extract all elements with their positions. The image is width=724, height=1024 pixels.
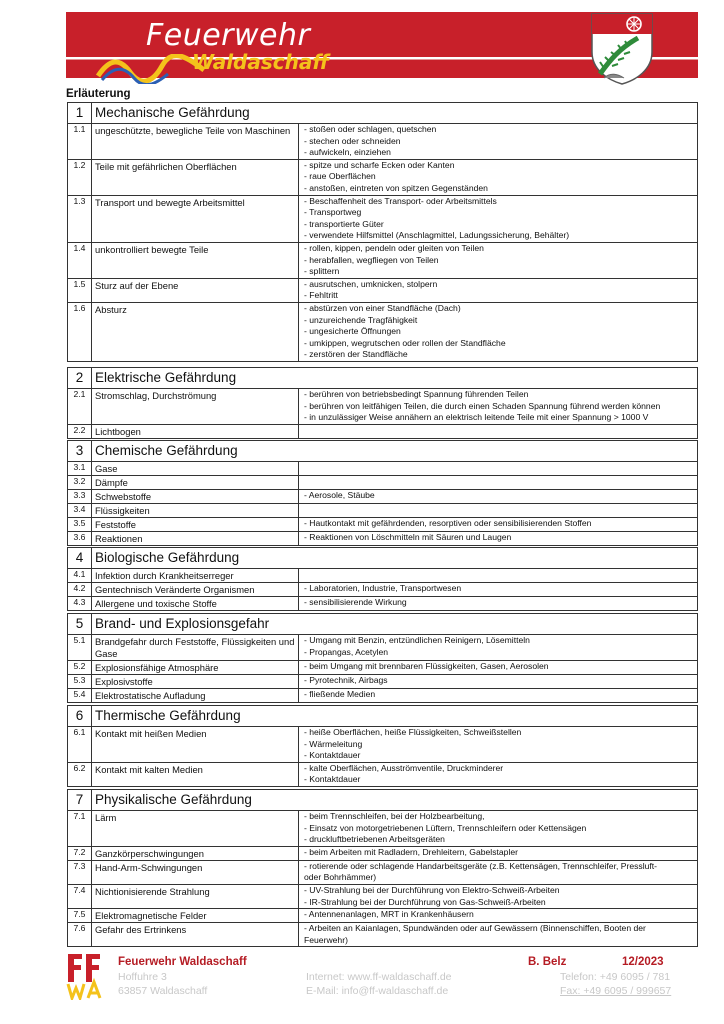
section-number: 4 xyxy=(68,548,92,569)
hazard-table-section xyxy=(67,705,698,787)
detail-line: - Hautkontakt mit gefährdenden, resorptiven oder sensibilisierenden Stoffen xyxy=(304,518,592,528)
table-row xyxy=(68,689,698,703)
row-number: 7.6 xyxy=(68,923,92,947)
hazard-details xyxy=(299,424,698,438)
hazard-label: Teile mit gefährlichen Oberflächen xyxy=(92,159,299,195)
hazard-table-section xyxy=(67,102,698,362)
section-header-row xyxy=(68,548,698,569)
detail-line: - herabfallen, wegfliegen von Teilen xyxy=(304,254,439,265)
detail-line: - IR-Strahlung bei der Durchführung von Gas-Schweiß-Arbeiten xyxy=(304,896,546,907)
hazard-details xyxy=(299,762,698,786)
detail-line: - spitze und scharfe Ecken oder Kanten xyxy=(304,159,455,170)
detail-line: - unzureichende Tragfähigkeit xyxy=(304,314,418,325)
detail-line: - zerstören der Standfläche xyxy=(304,349,408,360)
row-number: 4.3 xyxy=(68,597,92,611)
hazard-details xyxy=(299,124,698,160)
hazard-details xyxy=(299,675,698,689)
table-row xyxy=(68,597,698,611)
row-number: 5.2 xyxy=(68,661,92,675)
hazard-details xyxy=(299,389,698,425)
hazard-details xyxy=(299,923,698,947)
hazard-details xyxy=(299,689,698,703)
hazard-details xyxy=(299,490,698,504)
section-title: Biologische Gefährdung xyxy=(92,548,698,569)
footer-fax: Fax: +49 6095 / 999657 xyxy=(560,985,672,997)
hazard-details xyxy=(299,242,698,278)
row-number: 3.1 xyxy=(68,462,92,476)
hazard-details xyxy=(299,860,698,884)
row-number: 5.1 xyxy=(68,635,92,661)
detail-line: - berühren von leitfähigen Teilen, die durch einen Schaden Spannung führend werden können xyxy=(304,400,661,411)
hazard-label: Allergene und toxische Stoffe xyxy=(92,597,299,611)
hazard-details xyxy=(299,532,698,546)
hazard-details xyxy=(299,518,698,532)
hazard-details xyxy=(299,884,698,908)
detail-line: - Antennenanlagen, MRT in Krankenhäusern xyxy=(304,909,474,920)
hazard-details xyxy=(299,661,698,675)
footer xyxy=(66,952,698,1004)
table-row xyxy=(68,242,698,278)
ffw-logo-icon xyxy=(66,952,106,1000)
hazard-details xyxy=(299,635,698,661)
detail-line: - Wärmeleitung xyxy=(304,738,363,749)
section-header-row xyxy=(68,706,698,727)
section-number: 3 xyxy=(68,441,92,462)
wave-logo-icon xyxy=(96,54,206,84)
hazard-details xyxy=(299,476,698,490)
footer-email: E-Mail: info@ff-waldaschaff.de xyxy=(306,985,449,997)
row-number: 1.6 xyxy=(68,302,92,361)
detail-line: - ausrutschen, umknicken, stolpern xyxy=(304,278,438,289)
table-row xyxy=(68,490,698,504)
detail-line: - Beschaffenheit des Transport- oder Arbeitsmittels xyxy=(304,195,497,206)
hazard-label: Explosivstoffe xyxy=(92,675,299,689)
row-number: 1.5 xyxy=(68,278,92,302)
hazard-label: Flüssigkeiten xyxy=(92,504,299,518)
coat-of-arms-wheel-icon xyxy=(590,12,654,86)
table-row xyxy=(68,762,698,786)
section-header-row xyxy=(68,441,698,462)
detail-line: - rollen, kippen, pendeln oder gleiten von Teilen xyxy=(304,242,484,253)
section-number: 7 xyxy=(68,790,92,811)
section-number: 2 xyxy=(68,368,92,389)
row-number: 2.2 xyxy=(68,424,92,438)
table-row xyxy=(68,675,698,689)
footer-internet: Internet: www.ff-waldaschaff.de xyxy=(306,971,452,983)
hazard-details xyxy=(299,597,698,611)
detail-line: - Transportweg xyxy=(304,207,362,218)
footer-phone: Telefon: +49 6095 / 781 xyxy=(560,971,671,983)
table-row xyxy=(68,424,698,438)
detail-line: - aufwickeln, einziehen xyxy=(304,147,391,158)
detail-line: - berühren von betriebsbedingt Spannung führenden Teilen xyxy=(304,389,529,399)
detail-line: Feuerwehr) xyxy=(304,934,348,945)
section-number: 5 xyxy=(68,614,92,635)
row-number: 5.3 xyxy=(68,675,92,689)
hazard-label: Lärm xyxy=(92,811,299,847)
section-title: Elektrische Gefährdung xyxy=(92,368,698,389)
detail-line: - in unzulässiger Weise annähern an elektrisch leitende Teile mit einer Spannung > 1000 V xyxy=(304,412,649,423)
section-title: Brand- und Explosionsgefahr xyxy=(92,614,698,635)
detail-line: - Reaktionen von Löschmitteln mit Säuren und Laugen xyxy=(304,532,512,542)
detail-line: - kalte Oberflächen, Ausströmventile, Druckminderer xyxy=(304,762,504,773)
footer-org-name: Feuerwehr Waldaschaff xyxy=(118,956,247,968)
table-row xyxy=(68,860,698,884)
detail-line: - anstoßen, eintreten von spitzen Gegenständen xyxy=(304,182,488,193)
hazard-label: Hand-Arm-Schwingungen xyxy=(92,860,299,884)
row-number: 3.5 xyxy=(68,518,92,532)
row-number: 1.1 xyxy=(68,124,92,160)
table-row xyxy=(68,389,698,425)
detail-line: - Kontaktdauer xyxy=(304,774,361,785)
detail-line: - ungesicherte Öffnungen xyxy=(304,326,401,337)
hazard-label: Elektrostatische Aufladung xyxy=(92,689,299,703)
detail-line: - beim Umgang mit brennbaren Flüssigkeiten, Gasen, Aerosolen xyxy=(304,661,549,671)
section-number: 1 xyxy=(68,103,92,124)
section-title: Chemische Gefährdung xyxy=(92,441,698,462)
detail-line: - stoßen oder schlagen, quetschen xyxy=(304,124,437,134)
header-subtitle: Waldaschaff xyxy=(192,50,330,74)
table-row xyxy=(68,727,698,763)
hazard-label: Infektion durch Krankheitserreger xyxy=(92,569,299,583)
table-row xyxy=(68,278,698,302)
header-title: Feuerwehr xyxy=(146,18,311,53)
hazard-label: Brandgefahr durch Feststoffe, Flüssigkeiten und Gase xyxy=(92,635,299,661)
table-row xyxy=(68,635,698,661)
hazard-details xyxy=(299,727,698,763)
hazard-label: ungeschützte, bewegliche Teile von Maschinen xyxy=(92,124,299,160)
detail-line: - rotierende oder schlagende Handarbeitsgeräte (z.B. Kettensägen, Trennschleifer, Pressluft- xyxy=(304,860,658,871)
table-row xyxy=(68,923,698,947)
hazard-details xyxy=(299,504,698,518)
hazard-table-section xyxy=(67,789,698,947)
table-row xyxy=(68,504,698,518)
row-number: 7.2 xyxy=(68,846,92,860)
row-number: 3.3 xyxy=(68,490,92,504)
table-row xyxy=(68,846,698,860)
table-row xyxy=(68,476,698,490)
detail-line: - splittern xyxy=(304,266,340,277)
table-row xyxy=(68,518,698,532)
hazard-details xyxy=(299,462,698,476)
hazard-label: Transport und bewegte Arbeitsmittel xyxy=(92,195,299,242)
hazard-label: Stromschlag, Durchströmung xyxy=(92,389,299,425)
table-row xyxy=(68,884,698,908)
detail-line: - Aerosole, Stäube xyxy=(304,490,375,500)
table-row xyxy=(68,661,698,675)
section-header-row xyxy=(68,614,698,635)
section-header-row xyxy=(68,368,698,389)
detail-line: - raue Oberflächen xyxy=(304,171,376,182)
detail-line: - stechen oder schneiden xyxy=(304,135,401,146)
hazard-details xyxy=(299,846,698,860)
row-number: 7.3 xyxy=(68,860,92,884)
hazard-table-section xyxy=(67,547,698,611)
row-number: 3.4 xyxy=(68,504,92,518)
row-number: 6.2 xyxy=(68,762,92,786)
hazard-table-section xyxy=(67,440,698,546)
table-row xyxy=(68,195,698,242)
hazard-table-section xyxy=(67,367,698,439)
section-title: Mechanische Gefährdung xyxy=(92,103,698,124)
detail-line: - beim Arbeiten mit Radladern, Drehleitern, Gabelstapler xyxy=(304,846,518,857)
hazard-label: Feststoffe xyxy=(92,518,299,532)
table-row xyxy=(68,124,698,160)
detail-line: - abstürzen von einer Standfläche (Dach) xyxy=(304,302,461,313)
row-number: 7.5 xyxy=(68,909,92,923)
hazard-label: Gefahr des Ertrinkens xyxy=(92,923,299,947)
section-header-row xyxy=(68,103,698,124)
hazard-label: Reaktionen xyxy=(92,532,299,546)
hazard-label: unkontrolliert bewegte Teile xyxy=(92,242,299,278)
row-number: 4.1 xyxy=(68,569,92,583)
detail-line: oder Bohrhämmer) xyxy=(304,872,377,883)
section-number: 6 xyxy=(68,706,92,727)
detail-line: - beim Trennschleifen, bei der Holzbearbeitung, xyxy=(304,811,485,821)
hazard-details xyxy=(299,302,698,361)
section-title: Thermische Gefährdung xyxy=(92,706,698,727)
footer-date: 12/2023 xyxy=(622,956,664,968)
hazard-label: Explosionsfähige Atmosphäre xyxy=(92,661,299,675)
detail-line: - umkippen, wegrutschen oder rollen der Standfläche xyxy=(304,337,506,348)
row-number: 4.2 xyxy=(68,583,92,597)
detail-line: - druckluftbetriebenen Arbeitsgeräten xyxy=(304,834,445,845)
row-number: 7.1 xyxy=(68,811,92,847)
hazard-details xyxy=(299,195,698,242)
detail-line: - Propangas, Acetylen xyxy=(304,646,389,657)
hazard-label: Nichtionisierende Strahlung xyxy=(92,884,299,908)
detail-line: - transportierte Güter xyxy=(304,218,384,229)
hazard-details xyxy=(299,569,698,583)
hazard-details xyxy=(299,583,698,597)
section-header-row xyxy=(68,790,698,811)
table-row xyxy=(68,583,698,597)
detail-line: - heiße Oberflächen, heiße Flüssigkeiten, Schweißstellen xyxy=(304,727,522,737)
row-number: 1.2 xyxy=(68,159,92,195)
detail-line: - Laboratorien, Industrie, Transportwesen xyxy=(304,583,462,593)
detail-line: - Pyrotechnik, Airbags xyxy=(304,675,388,685)
footer-author: B. Belz xyxy=(528,956,567,968)
row-number: 7.4 xyxy=(68,884,92,908)
document-label: Erläuterung xyxy=(66,88,131,100)
table-row xyxy=(68,159,698,195)
table-row xyxy=(68,302,698,361)
row-number: 6.1 xyxy=(68,727,92,763)
detail-line: - Arbeiten an Kaianlagen, Spundwänden oder auf Gewässern (Binnenschiffen, Booten der xyxy=(304,923,646,934)
hazard-label: Gentechnisch Veränderte Organismen xyxy=(92,583,299,597)
hazard-label: Gase xyxy=(92,462,299,476)
hazard-label: Schwebstoffe xyxy=(92,490,299,504)
row-number: 1.4 xyxy=(68,242,92,278)
hazard-label: Absturz xyxy=(92,302,299,361)
table-row xyxy=(68,462,698,476)
hazard-label: Dämpfe xyxy=(92,476,299,490)
table-row xyxy=(68,569,698,583)
row-number: 2.1 xyxy=(68,389,92,425)
detail-line: - Einsatz von motorgetriebenen Lüftern, Trennschleifern oder Kettensägen xyxy=(304,822,587,833)
hazard-table-section xyxy=(67,613,698,703)
row-number: 5.4 xyxy=(68,689,92,703)
detail-line: - sensibilisierende Wirkung xyxy=(304,597,407,607)
row-number: 1.3 xyxy=(68,195,92,242)
detail-line: - Umgang mit Benzin, entzündlichen Reinigern, Lösemitteln xyxy=(304,635,530,645)
detail-line: - verwendete Hilfsmittel (Anschlagmittel, Ladungssicherung, Behälter) xyxy=(304,230,570,241)
hazard-details xyxy=(299,909,698,923)
hazard-label: Sturz auf der Ebene xyxy=(92,278,299,302)
footer-city: 63857 Waldaschaff xyxy=(118,985,208,997)
hazard-label: Ganzkörperschwingungen xyxy=(92,846,299,860)
row-number: 3.6 xyxy=(68,532,92,546)
detail-line: - Kontaktdauer xyxy=(304,750,361,761)
table-row xyxy=(68,811,698,847)
row-number: 3.2 xyxy=(68,476,92,490)
section-title: Physikalische Gefährdung xyxy=(92,790,698,811)
hazard-label: Elektromagnetische Felder xyxy=(92,909,299,923)
hazard-label: Lichtbogen xyxy=(92,424,299,438)
hazard-label: Kontakt mit kalten Medien xyxy=(92,762,299,786)
table-row xyxy=(68,532,698,546)
hazard-details xyxy=(299,278,698,302)
detail-line: - UV-Strahlung bei der Durchführung von Elektro-Schweiß-Arbeiten xyxy=(304,884,560,895)
hazard-label: Kontakt mit heißen Medien xyxy=(92,727,299,763)
detail-line: - Fehltritt xyxy=(304,290,338,301)
detail-line: - fließende Medien xyxy=(304,689,376,699)
hazard-details xyxy=(299,811,698,847)
hazard-details xyxy=(299,159,698,195)
footer-street: Hoffuhre 3 xyxy=(118,971,167,983)
table-row xyxy=(68,909,698,923)
